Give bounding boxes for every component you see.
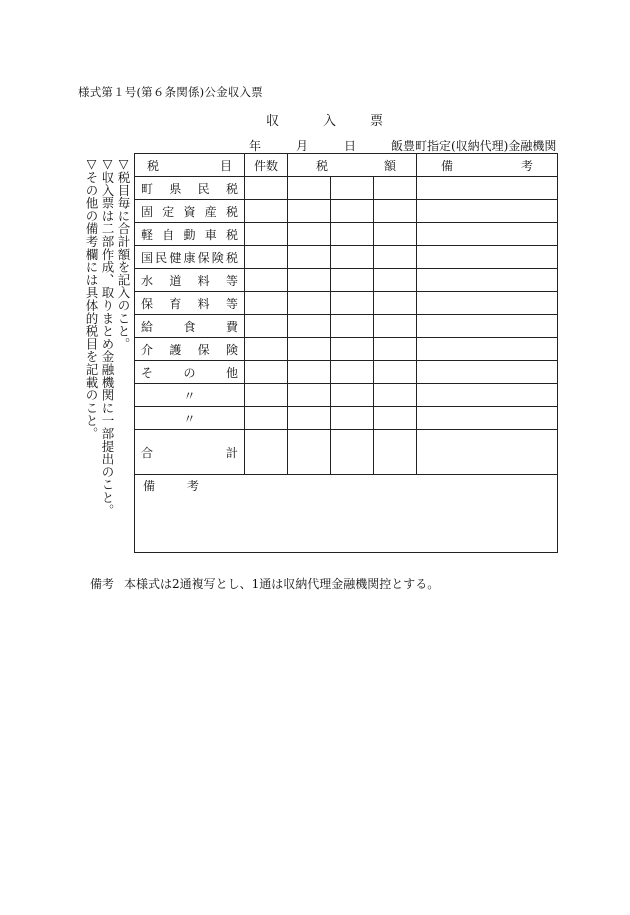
total-count-cell[interactable]	[245, 430, 288, 475]
amount-cell[interactable]	[374, 407, 417, 430]
remarks-cell[interactable]	[417, 315, 558, 338]
ditto-row	[135, 384, 558, 407]
tax-item-row	[135, 338, 558, 361]
tax-item-label: 水 道 料 等	[135, 269, 245, 292]
tax-item-row	[135, 315, 558, 338]
note-text: 税目毎に合計額を記入のこと。	[116, 171, 131, 351]
note-2	[100, 156, 114, 517]
amount-cell[interactable]	[288, 223, 331, 246]
count-cell[interactable]	[245, 269, 288, 292]
amount-cell[interactable]	[331, 384, 374, 407]
total-remarks-cell[interactable]	[417, 430, 558, 475]
tax-item-row	[135, 361, 558, 384]
amount-cell[interactable]	[374, 315, 417, 338]
total-amount-cell[interactable]	[288, 430, 331, 475]
amount-cell[interactable]	[374, 223, 417, 246]
institution-label: 飯豊町指定(収納代理)金融機関	[391, 139, 557, 153]
remarks-header: 備 考	[417, 154, 558, 177]
amount-cell[interactable]	[288, 384, 331, 407]
receipt-table	[134, 153, 558, 553]
count-cell[interactable]	[245, 292, 288, 315]
remarks-cell[interactable]	[417, 269, 558, 292]
tax-item-row	[135, 223, 558, 246]
amount-cell[interactable]	[288, 407, 331, 430]
tax-item-label: 介 護 保 険	[135, 338, 245, 361]
remarks-cell[interactable]	[417, 384, 558, 407]
month-label: 月	[296, 139, 309, 153]
amount-cell[interactable]	[288, 246, 331, 269]
ditto-row	[135, 407, 558, 430]
amount-cell[interactable]	[288, 361, 331, 384]
count-cell[interactable]	[245, 338, 288, 361]
amount-cell[interactable]	[288, 292, 331, 315]
tax-item-row	[135, 246, 558, 269]
amount-cell[interactable]	[331, 338, 374, 361]
amount-cell[interactable]	[288, 269, 331, 292]
count-cell[interactable]	[245, 177, 288, 200]
remarks-cell[interactable]	[417, 223, 558, 246]
amount-cell[interactable]	[331, 246, 374, 269]
amount-cell[interactable]	[374, 338, 417, 361]
remarks-cell[interactable]	[417, 361, 558, 384]
amount-header: 税 額	[288, 154, 417, 177]
remarks-cell[interactable]	[417, 407, 558, 430]
amount-cell[interactable]	[374, 246, 417, 269]
ditto-mark: 〃	[135, 407, 245, 430]
tax-item-row	[135, 200, 558, 223]
amount-cell[interactable]	[374, 177, 417, 200]
year-label: 年	[249, 139, 262, 153]
amount-cell[interactable]	[374, 269, 417, 292]
count-cell[interactable]	[245, 200, 288, 223]
date-line	[0, 137, 630, 153]
count-cell[interactable]	[245, 223, 288, 246]
title-char: 収	[266, 114, 280, 129]
tax-item-label: 町 県 民 税	[135, 177, 245, 200]
remarks-row	[135, 475, 558, 553]
title-char: 入	[323, 114, 337, 129]
item-header: 税 目	[135, 154, 245, 177]
tax-item-label: 国 民 健 康 保 険 税	[135, 246, 245, 269]
tax-item-label: 固 定 資 産 税	[135, 200, 245, 223]
count-cell[interactable]	[245, 315, 288, 338]
total-label: 合 計	[135, 430, 245, 475]
amount-cell[interactable]	[331, 269, 374, 292]
tax-item-label: 軽 自 動 車 税	[135, 223, 245, 246]
form-heading: 様式第１号(第６条関係)公金収入票	[78, 85, 263, 99]
note-3	[84, 156, 98, 440]
remarks-cell[interactable]	[417, 246, 558, 269]
note-1	[116, 156, 130, 350]
amount-cell[interactable]	[331, 407, 374, 430]
side-notes	[84, 156, 132, 536]
amount-cell[interactable]	[374, 292, 417, 315]
amount-cell[interactable]	[288, 177, 331, 200]
remarks-cell[interactable]	[417, 200, 558, 223]
header-row	[135, 154, 558, 177]
ditto-mark: 〃	[135, 384, 245, 407]
count-cell[interactable]	[245, 361, 288, 384]
note-marker: ▽	[116, 156, 131, 171]
count-cell[interactable]	[245, 407, 288, 430]
amount-cell[interactable]	[374, 384, 417, 407]
day-label: 日	[344, 139, 357, 153]
amount-cell[interactable]	[288, 200, 331, 223]
remarks-cell[interactable]	[417, 177, 558, 200]
tax-item-label: 保 育 料 等	[135, 292, 245, 315]
remarks-label: 備 考	[143, 479, 199, 493]
footer-note	[90, 575, 439, 592]
form-title	[240, 110, 390, 129]
note-marker: ▽	[100, 156, 115, 171]
title-char: 票	[370, 114, 384, 129]
count-header: 件数	[245, 154, 288, 177]
amount-cell[interactable]	[374, 361, 417, 384]
tax-item-label: そ の 他	[135, 361, 245, 384]
amount-cell[interactable]	[288, 315, 331, 338]
tax-item-label: 給 食 費	[135, 315, 245, 338]
amount-cell[interactable]	[374, 200, 417, 223]
note-text: その他の備考欄には具体的税目を記載のこと。	[84, 171, 99, 440]
remarks-cell[interactable]	[417, 292, 558, 315]
count-cell[interactable]	[245, 246, 288, 269]
total-amount-cell[interactable]	[331, 430, 374, 475]
tax-item-row	[135, 292, 558, 315]
amount-cell[interactable]	[331, 292, 374, 315]
amount-cell[interactable]	[331, 361, 374, 384]
amount-cell[interactable]	[288, 338, 331, 361]
note-text: 収入票は二部作成、取りまとめ金融機関に一部提出のこと。	[100, 171, 115, 517]
total-amount-cell[interactable]	[374, 430, 417, 475]
amount-cell[interactable]	[331, 177, 374, 200]
footer-text: 本様式は2通複写とし、1通は収納代理金融機関控とする。	[124, 577, 440, 591]
tax-item-row	[135, 269, 558, 292]
remarks-cell[interactable]	[417, 338, 558, 361]
tax-item-row	[135, 177, 558, 200]
amount-cell[interactable]	[331, 200, 374, 223]
remarks-area[interactable]	[135, 475, 558, 553]
amount-cell[interactable]	[331, 223, 374, 246]
total-row	[135, 430, 558, 475]
amount-cell[interactable]	[331, 315, 374, 338]
count-cell[interactable]	[245, 384, 288, 407]
note-marker: ▽	[84, 156, 99, 171]
footer-label: 備考	[90, 577, 115, 591]
